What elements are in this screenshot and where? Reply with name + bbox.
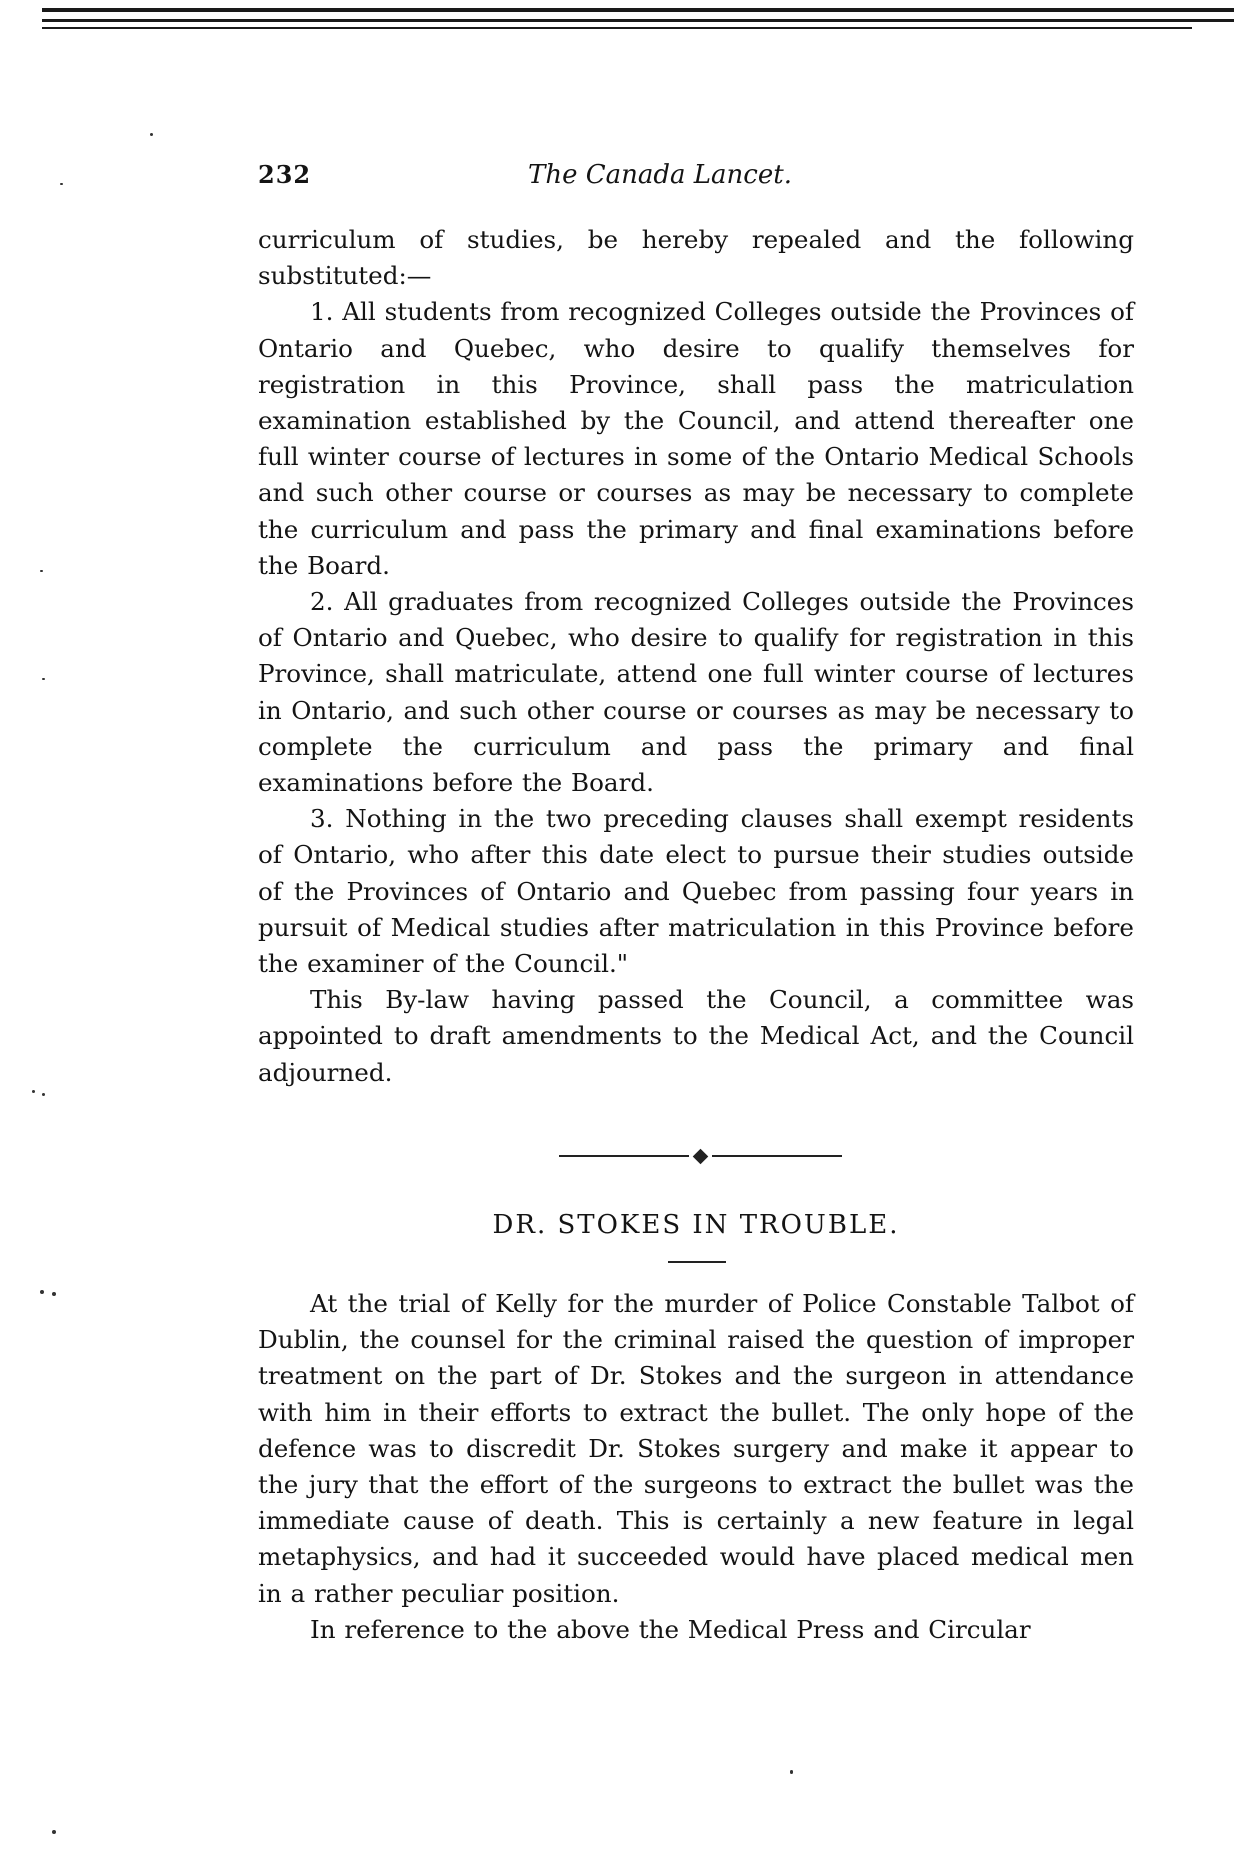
body-paragraph-closing: This By-law having passed the Council, a committee was appointed to draft amendments to the Medical Act, and the Council adjourned. [258,985,1134,1087]
journal-title: The Canada Lancet. [528,160,792,190]
top-border-rule [42,8,1234,12]
body-paragraph-clause-3: 3. Nothing in the two preceding clauses shall exempt residents of Ontario, who after this date elect to pursue their studies outside of the Provinces of Ontario and Quebec from passing four years in pursuit of Medical studies after matriculation in this Province before the examiner of the Council." [258,804,1134,979]
section-divider-ornament [535,1150,865,1162]
top-border-rule [42,19,1234,22]
body-paragraph-clause-1: 1. All students from recognized Colleges outside the Provinces of Ontario and Quebec, who desire to qualify themselves for registration in this Province, shall pass the matriculation examination established by the Council, and attend thereafter one full winter course of lectures in some of the Ontario Medical Schools and such other course or courses as may be necessary to complete the curriculum and pass the primary and final examinations before the Board. [258,297,1134,580]
running-head [258,160,898,200]
body-paragraph-clause-2: 2. All graduates from recognized Colleges outside the Provinces of Ontario and Quebec, who desire to qualify for registration in this Province, shall matriculate, attend one full winter course of lectures in Ontario, and such other course or courses as may be necessary to complete the curriculum and pass the primary and final examinations before the Board. [258,587,1134,798]
section-paragraph: At the trial of Kelly for the murder of Police Constable Talbot of Dublin, the counsel for the criminal raised the question of improper treatment on the part of Dr. Stokes and the surgeon in attendance with him in their efforts to extract the bullet. The only hope of the defence was to discredit Dr. Stokes surgery and make it appear to the jury that the effort of the surgeons to extract the bullet was the immediate cause of death. This is certainly a new feature in legal metaphysics, and had it succeeded would have placed medical men in a rather peculiar position. [258,1289,1134,1608]
scan-speck [790,1770,793,1774]
body-paragraph: curriculum of studies, be hereby repealed and the following substituted:— [258,225,1134,291]
heading-underline-rule [668,1261,726,1263]
scan-speck [40,1290,44,1294]
scan-speck [52,1292,56,1296]
scan-speck [150,133,153,136]
scan-speck [42,678,45,680]
section-paragraph: In reference to the above the Medical Press and Circular [310,1614,1031,1644]
article-body [258,222,1134,1091]
scan-speck [60,183,63,185]
scan-speck [52,1830,56,1834]
scan-speck [40,570,43,572]
section-body [258,1286,1134,1648]
top-border-rule [42,27,1192,29]
scan-speck [42,1093,45,1096]
page-number: 232 [258,160,312,189]
scan-speck [32,1090,35,1093]
section-heading: DR. STOKES IN TROUBLE. [492,1210,900,1240]
